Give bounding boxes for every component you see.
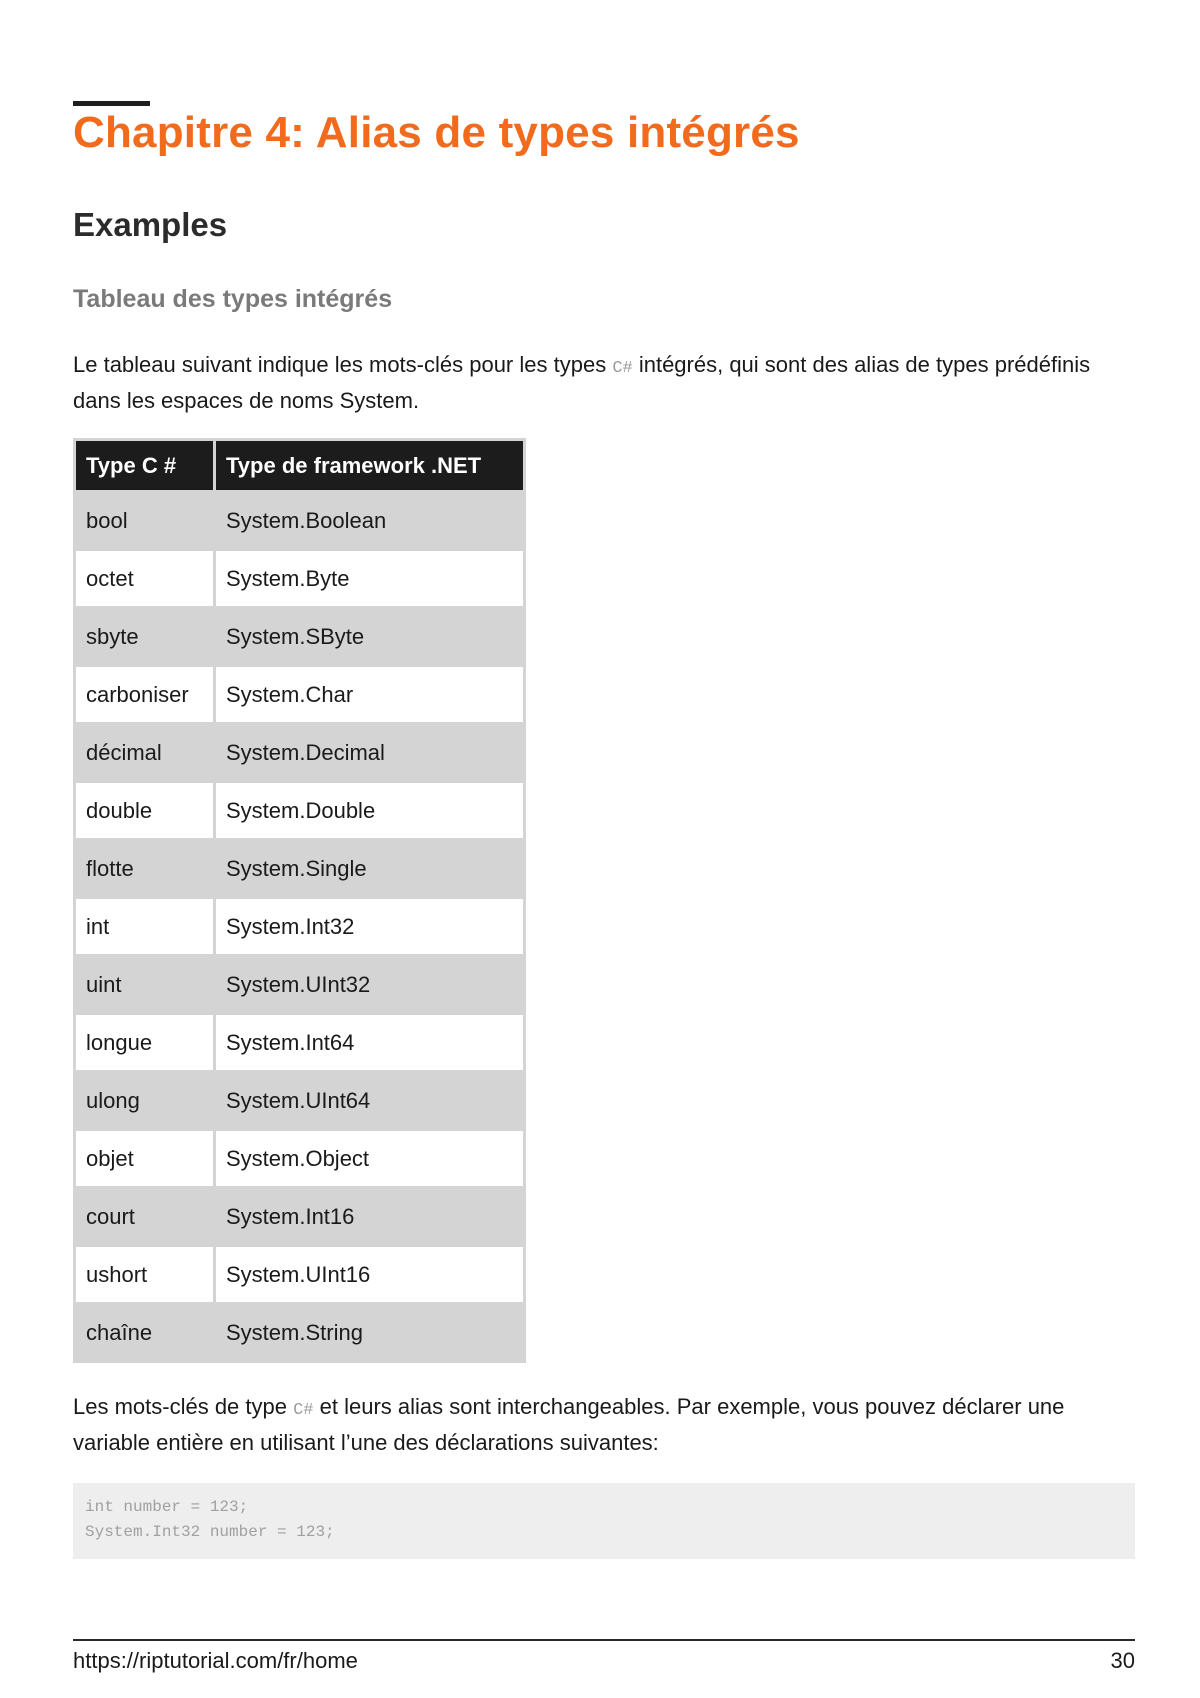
table-row: [75, 782, 525, 840]
table-cell-csharp-type: bool: [75, 492, 215, 550]
table-cell-dotnet-type: System.UInt64: [215, 1072, 525, 1130]
table-cell-dotnet-type: System.Byte: [215, 550, 525, 608]
table-row: [75, 1188, 525, 1246]
table-body: [75, 492, 525, 1362]
table-cell-csharp-type: flotte: [75, 840, 215, 898]
table-cell-dotnet-type: System.Int64: [215, 1014, 525, 1072]
table-row: [75, 608, 525, 666]
table-header-row: [75, 440, 525, 492]
table-row: [75, 898, 525, 956]
subsection-title: Tableau des types intégrés: [73, 285, 393, 313]
intro-text-before: Le tableau suivant indique les mots-clés pour les types: [73, 352, 613, 377]
code-line: int number = 123;: [85, 1498, 249, 1516]
table-cell-csharp-type: int: [75, 898, 215, 956]
intro-inline-code: C#: [612, 359, 633, 378]
table-cell-csharp-type: chaîne: [75, 1304, 215, 1362]
table-cell-dotnet-type: System.String: [215, 1304, 525, 1362]
table-cell-csharp-type: ulong: [75, 1072, 215, 1130]
table-cell-dotnet-type: System.Boolean: [215, 492, 525, 550]
table-cell-dotnet-type: System.Char: [215, 666, 525, 724]
table-row: [75, 1246, 525, 1304]
chapter-rule: [73, 101, 150, 106]
chapter-title: Chapitre 4: Alias de types intégrés: [73, 108, 800, 157]
table-cell-csharp-type: objet: [75, 1130, 215, 1188]
table-cell-csharp-type: octet: [75, 550, 215, 608]
table-row: [75, 550, 525, 608]
table-header-csharp-type: Type C #: [75, 440, 215, 492]
code-block: [73, 1483, 1135, 1559]
code-line: System.Int32 number = 123;: [85, 1523, 335, 1541]
table-cell-dotnet-type: System.Int16: [215, 1188, 525, 1246]
table-cell-dotnet-type: System.Decimal: [215, 724, 525, 782]
table-cell-csharp-type: longue: [75, 1014, 215, 1072]
table-cell-csharp-type: ushort: [75, 1246, 215, 1304]
table-cell-dotnet-type: System.Object: [215, 1130, 525, 1188]
table-cell-csharp-type: double: [75, 782, 215, 840]
table-cell-dotnet-type: System.SByte: [215, 608, 525, 666]
table-cell-dotnet-type: System.UInt16: [215, 1246, 525, 1304]
types-table: [73, 438, 526, 1363]
intro-text-after: intégrés, qui sont des alias de types prédéfinis dans les espaces de noms System.: [73, 352, 1091, 413]
footer-page-number: 30: [1110, 1648, 1135, 1673]
table-cell-dotnet-type: System.UInt32: [215, 956, 525, 1014]
table-cell-csharp-type: court: [75, 1188, 215, 1246]
table-row: [75, 1072, 525, 1130]
section-title: Examples: [73, 206, 228, 243]
after-text-before: Les mots-clés de type: [73, 1394, 294, 1419]
table-row: [75, 492, 525, 550]
table-cell-dotnet-type: System.Single: [215, 840, 525, 898]
after-table-paragraph: [73, 1391, 1135, 1459]
table-cell-csharp-type: uint: [75, 956, 215, 1014]
table-row: [75, 956, 525, 1014]
footer-url-link[interactable]: https://riptutorial.com/fr/home: [73, 1648, 358, 1673]
after-text-after: et leurs alias sont interchangeables. Par exemple, vous pouvez déclarer une variable entière en utilisant l’une des déclarations suivantes:: [73, 1394, 1065, 1455]
table-row: [75, 1130, 525, 1188]
table-cell-csharp-type: décimal: [75, 724, 215, 782]
table-row: [75, 840, 525, 898]
table-row: [75, 1014, 525, 1072]
table-cell-dotnet-type: System.Double: [215, 782, 525, 840]
after-inline-code: C#: [293, 1401, 314, 1420]
table-row: [75, 1304, 525, 1362]
table-cell-csharp-type: sbyte: [75, 608, 215, 666]
intro-paragraph: [73, 349, 1135, 417]
table-cell-csharp-type: carboniser: [75, 666, 215, 724]
footer-rule: [73, 1639, 1135, 1641]
table-row: [75, 724, 525, 782]
table-header-dotnet-type: Type de framework .NET: [215, 440, 525, 492]
table-cell-dotnet-type: System.Int32: [215, 898, 525, 956]
table-row: [75, 666, 525, 724]
